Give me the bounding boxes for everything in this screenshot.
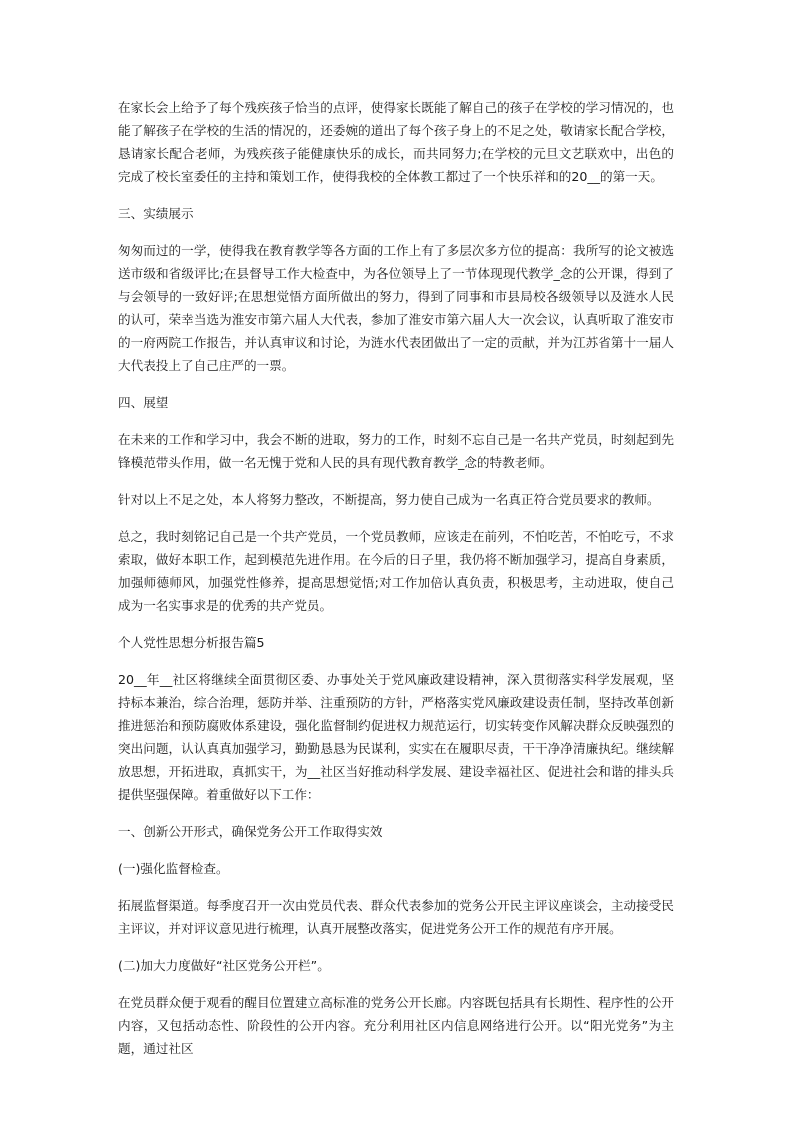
paragraph-bulletin-board: 在党员群众便于观看的醒目位置建立高标准的党务公开长廊。内容既包括具有长期性、程序性的公开内容，又包括动态性、阶段性的公开内容。充分利用社区内信息网络进行公开。以“阳光党务”为主题，通过社区 <box>118 995 674 1056</box>
paragraph-future-work: 在未来的工作和学习中，我会不断的进取，努力的工作，时刻不忘自己是一名共产党员，时刻起到先锋模范带头作用，做一名无愧于党和人民的具有现代教育教学_念的特教老师。 <box>118 432 674 470</box>
paragraph-achievements: 匆匆而过的一学，使得我在教育教学等各方面的工作上有了多层次多方位的提高：我所写的论文被选送市级和省级评比;在县督导工作大检查中，为各位领导上了一节体现现代教学_念的公开课，得到了与会领导的一致好评;在思想觉悟方面所做出的努力，得到了同事和市县局校各级领导以及涟水人民的认可，荣幸当选为淮安市第六届人大代表，参加了淮安市第六届人大一次会议，认真听取了淮安市的一府两院工作报告，并认真审议和讨论，为涟水代表团做出了一定的贡献，并为江苏省第十一届人大代表投上了自己庄严的一票。 <box>118 243 674 373</box>
paragraph-improvement: 针对以上不足之处，本人将努力整改，不断提高，努力使自己成为一名真正符合党员要求的教师。 <box>118 492 660 507</box>
section-heading-outlook: 四、展望 <box>118 395 169 410</box>
document-body <box>118 96 674 1074</box>
subheading-bulletin-board: (二)加大力度做好“社区党务公开栏”。 <box>118 958 330 973</box>
paragraph-summary: 总之，我时刻铭记自己是一个共产党员，一个党员教师，应该走在前列，不怕吃苦，不怕吃亏，不求索取，做好本职工作，起到模范先进作用。在今后的日子里，我仍将不断加强学习，提高自身素质，加强师德师风，加强党性修养，提高思想觉悟;对工作加倍认真负责，积极思考，主动进取，使自己成为一名实事求是的优秀的共产党员。 <box>118 529 674 613</box>
subheading-supervision: (一)强化监督检查。 <box>118 861 229 876</box>
paragraph-supervision: 拓展监督渠道。每季度召开一次由党员代表、群众代表参加的党务公开民主评议座谈会，主动接受民主评议，并对评议意见进行梳理，认真开展整改落实，促进党务公开工作的规范有序开展。 <box>118 898 674 936</box>
paragraph-parent-meeting: 在家长会上给予了每个残疾孩子恰当的点评，使得家长既能了解自己的孩子在学校的学习情况的，也能了解孩子在学校的生活的情况的，还委婉的道出了每个孩子身上的不足之处，敬请家长配合学校，恳请家长配合老师，为残疾孩子能健康快乐的成长，而共同努力;在学校的元旦文艺联欢中，出色的完成了校长室委任的主持和策划工作，使得我校的全体教工都过了一个快乐祥和的20__的第一天。 <box>118 100 674 184</box>
paragraph-community-plan: 20__年__社区将继续全面贯彻区委、办事处关于党风廉政建设精神，深入贯彻落实科学发展观，坚持标本兼治，综合治理，惩防并举、注重预防的方针，严格落实党风廉政建设责任制，坚持改革创新推进惩治和预防腐败体系建设，强化监督制约促进权力规范运行，切实转变作风解决群众反映强烈的突出问题，认认真真加强学习，勤勤恳恳为民谋利，实实在在履职尽责，干干净净清廉执纪。继续解放思想，开拓进取，真抓实干，为__社区当好推动科学发展、建设幸福社区、促进社会和谐的排头兵提供坚强保障。着重做好以下工作： <box>118 672 674 802</box>
section-heading-openness: 一、创新公开形式，确保党务公开工作取得实效 <box>118 824 383 839</box>
section-heading-achievements: 三、实绩展示 <box>118 206 194 221</box>
report-title-part5: 个人党性思想分析报告篇5 <box>118 635 265 650</box>
